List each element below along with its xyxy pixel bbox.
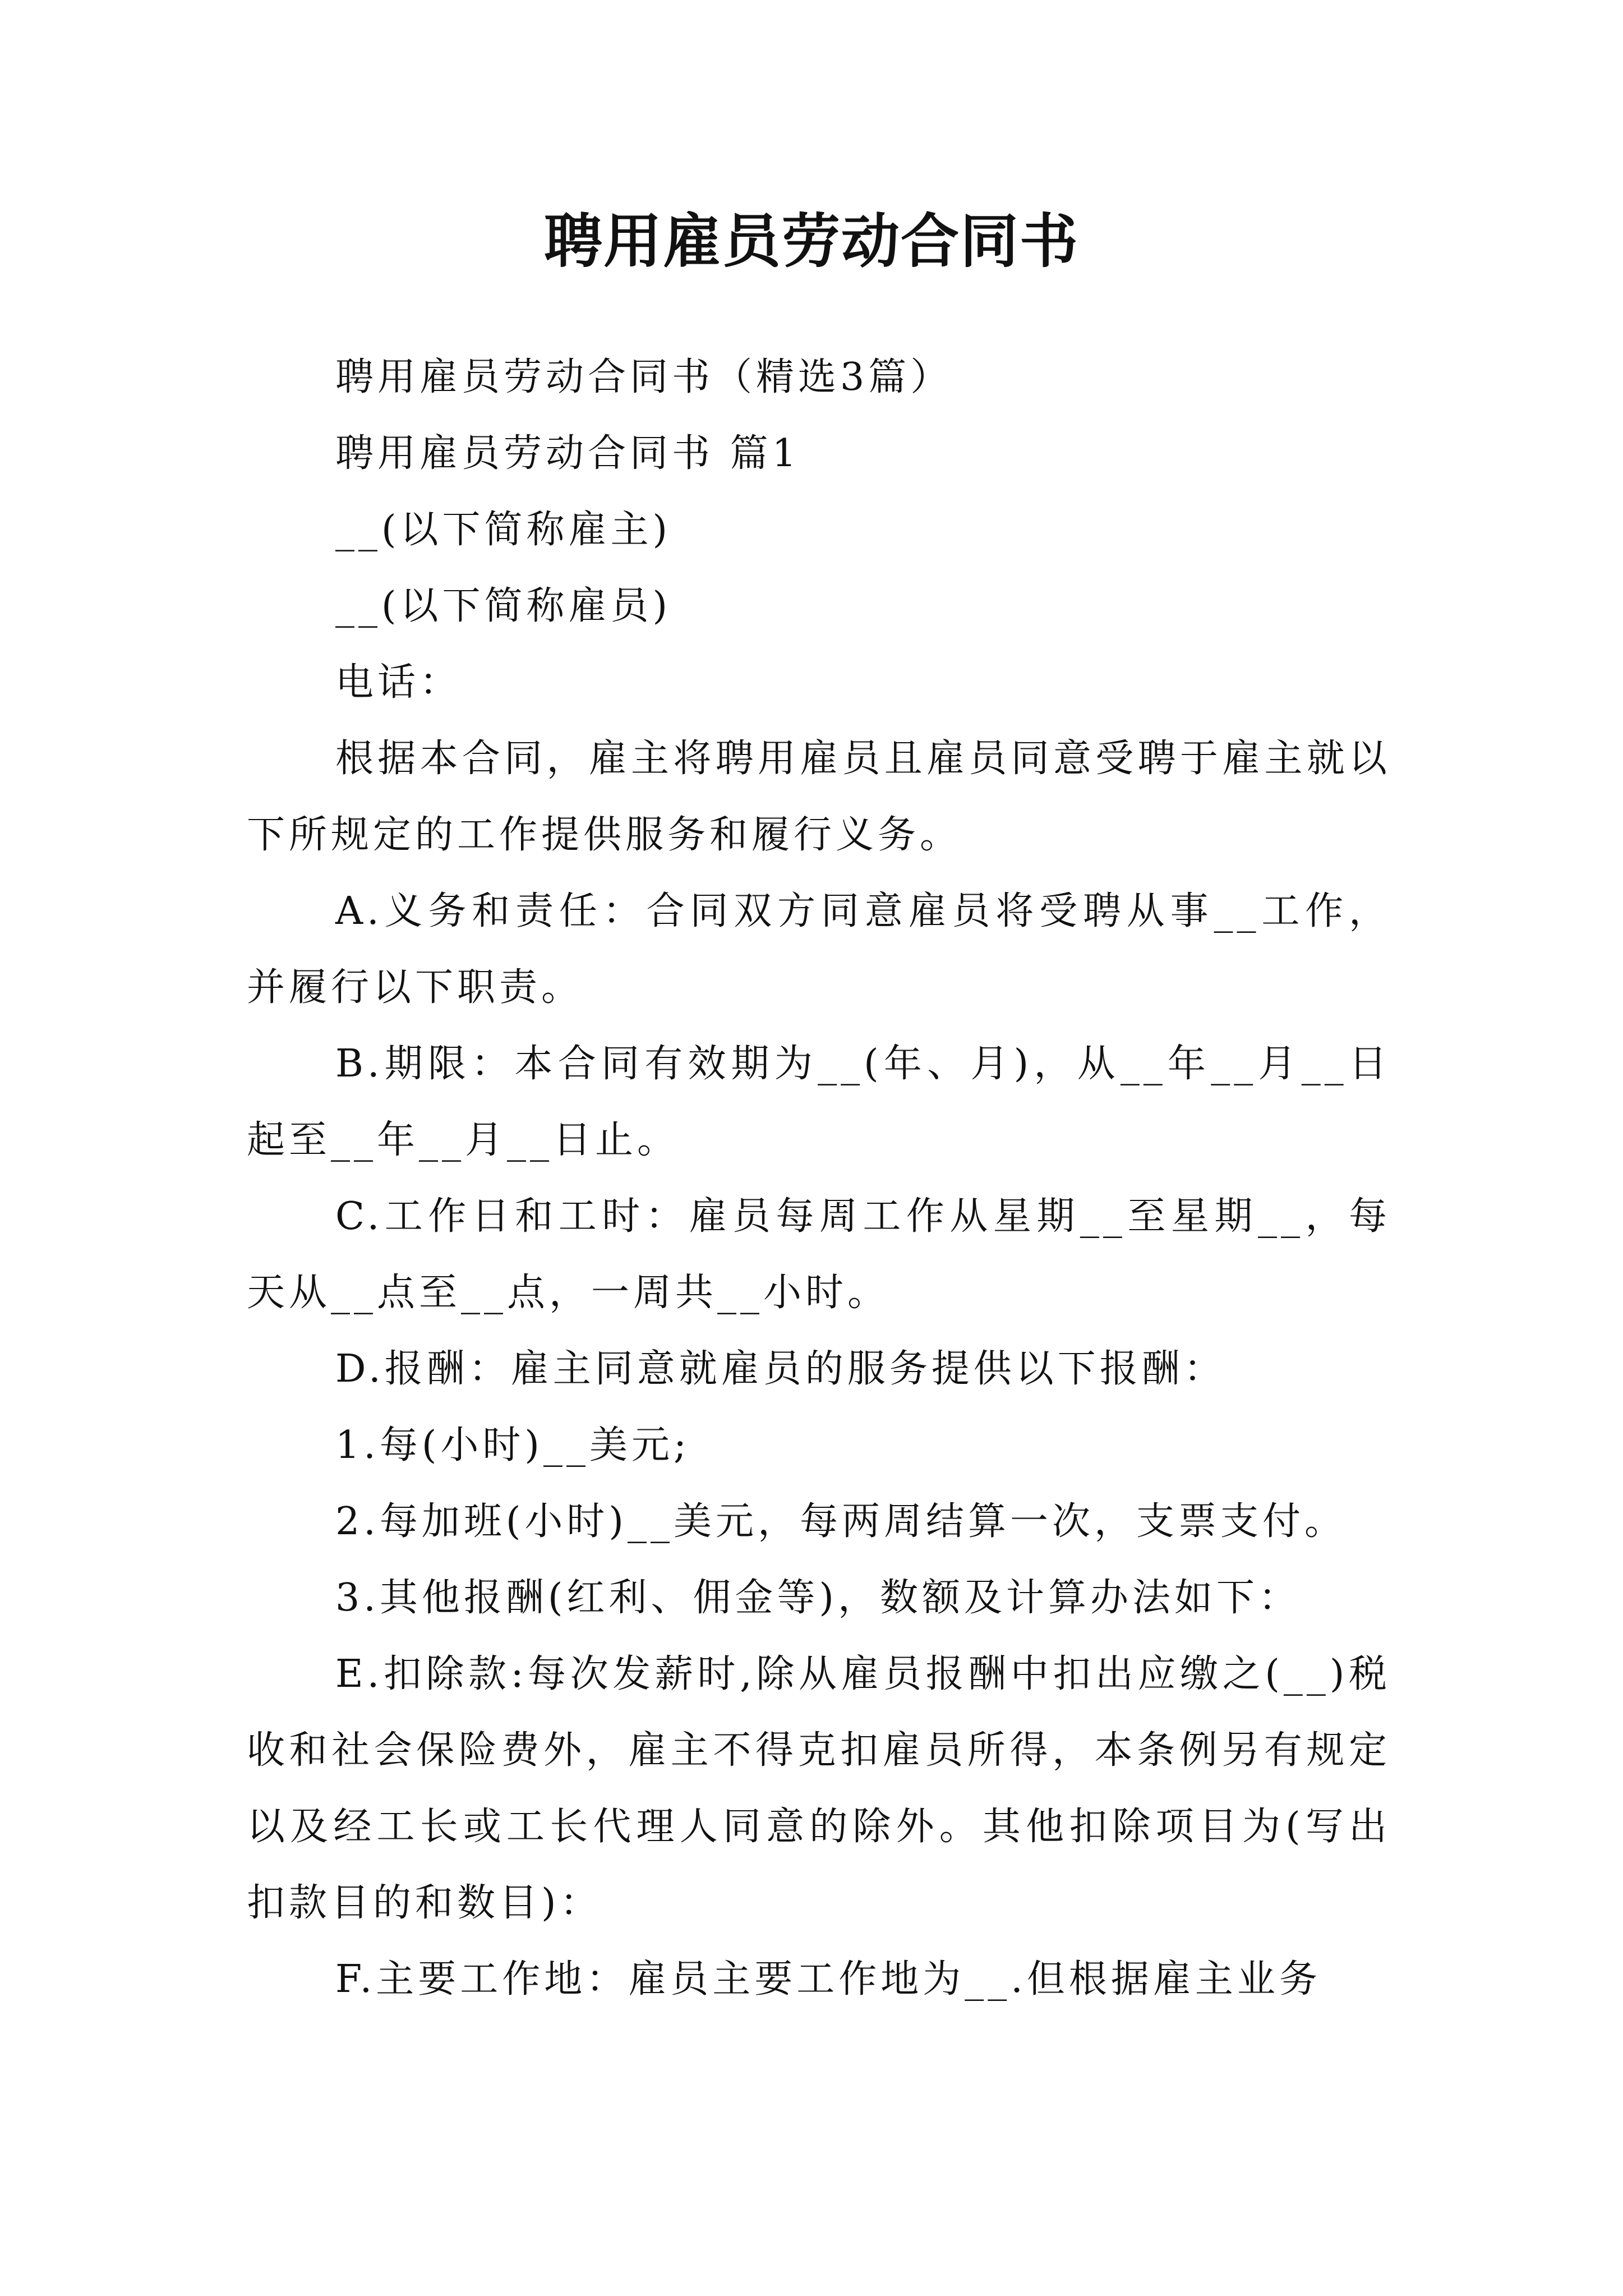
paragraph-clause-f: F.主要工作地：雇员主要工作地为__.但根据雇主业务: [335, 1957, 1321, 2001]
paragraph-section-heading: 聘用雇员劳动合同书 篇1: [335, 431, 800, 476]
document-title: 聘用雇员劳动合同书: [543, 206, 1079, 275]
paragraph-clause-a: A.义务和责任：合同双方同意雇员将受聘从事__工作，并履行以下职责。: [247, 889, 1391, 1010]
paragraph-clause-e: E.扣除款:每次发薪时,除从雇员报酬中扣出应缴之(__)税收和社会保险费外，雇主不得克扣雇员所得，本条例另有规定以及经工长或工长代理人同意的除外。其他扣除项目为(写出扣款目的和数目)：: [247, 1652, 1391, 1925]
document-body: [247, 339, 1391, 2018]
paragraph-clause-b: B.期限：本合同有效期为__(年、月)，从__年__月__日起至__年__月__日止。: [247, 1042, 1391, 1162]
paragraph-preamble: 根据本合同，雇主将聘用雇员且雇员同意受聘于雇主就以下所规定的工作提供服务和履行义务。: [247, 737, 1391, 857]
paragraph-clause-d: D.报酬：雇主同意就雇员的服务提供以下报酬：: [335, 1347, 1226, 1391]
paragraph-employee-line: __(以下简称雇员): [335, 584, 672, 628]
paragraph-subtitle: 聘用雇员劳动合同书（精选3篇）: [335, 355, 953, 399]
paragraph-employer-line: __(以下简称雇主): [335, 508, 672, 552]
paragraph-clause-d-item-3: 3.其他报酬(红利、佣金等)，数额及计算办法如下：: [335, 1576, 1301, 1620]
paragraph-phone-line: 电话：: [335, 660, 462, 705]
paragraph-clause-d-item-1: 1.每(小时)__美元;: [335, 1423, 690, 1467]
paragraph-clause-c: C.工作日和工时：雇员每周工作从星期__至星期__，每天从__点至__点，一周共__小时。: [247, 1194, 1391, 1315]
paragraph-clause-d-item-2: 2.每加班(小时)__美元，每两周结算一次，支票支付。: [335, 1499, 1347, 1544]
